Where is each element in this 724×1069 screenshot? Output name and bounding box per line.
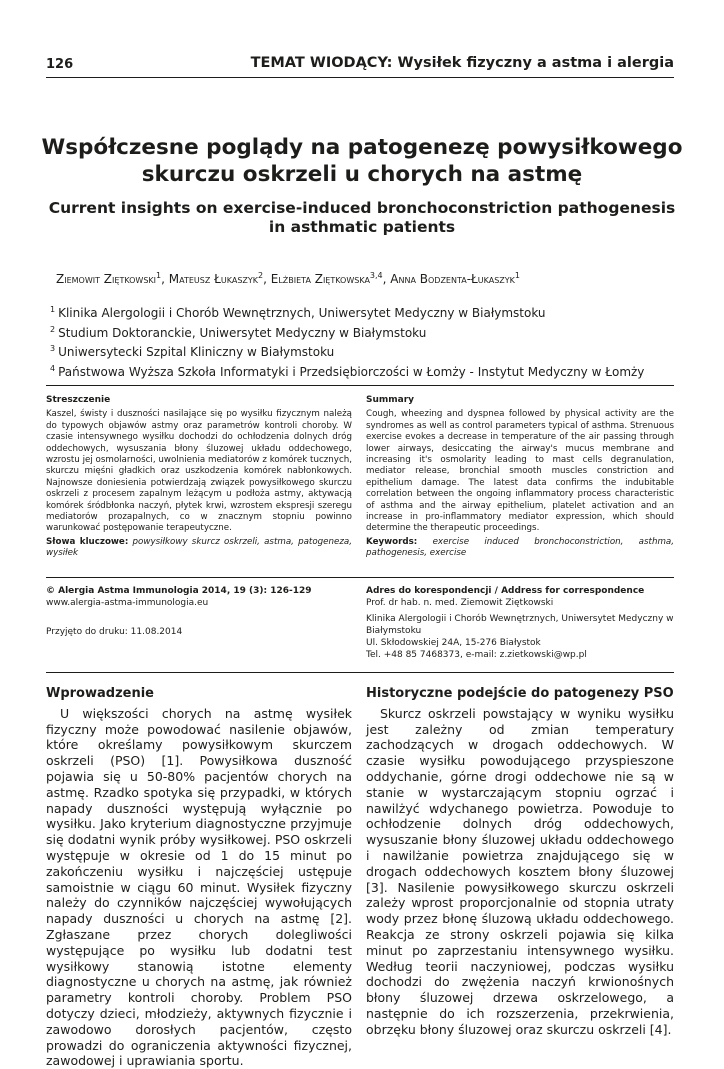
article-title-english xyxy=(40,199,684,237)
abstract-text: Kaszel, świsty i duszności nasilające się po wysiłku fizycznym należą do typowych objawów astmy oraz parametrów kontroli choroby. W czasie intensywnego wysiłku dochodzi do ochłodzenia dolnych dróg oddechowych, wysuszania błony śluzowej układu oddechowego, wzrostu jej osmolarności, uwolnienia mediatorów z komórek tucznych, skurczu mięśni gładkich oraz uszkodzenia komórek nabłonkowych. Najnowsze doniesienia potwierdzają związek powysiłkowego skurczu oskrzeli z procesem zapalnym leżącym u podłoża astmy, aktywacją komórek śródbłonka naczyń, płytek krwi, wzrostem ekspresji szeregu mediatorów prozapalnych, co w znacznym stopniu powinno warunkować postępowanie terapeutyczne. xyxy=(46,409,352,534)
abstract-bottom-rule xyxy=(46,577,674,578)
keywords xyxy=(366,537,674,560)
affiliation-text: Studium Doktoranckie, Uniwersytet Medyczny w Białymstoku xyxy=(58,325,427,340)
affiliation-text: Klinika Alergologii i Chorób Wewnętrznych, Uniwersytet Medyczny w Białymstoku xyxy=(58,306,546,320)
keywords-list: powysiłkowy skurcz oskrzeli, astma, patogeneza, wysiłek xyxy=(46,536,353,559)
journal-citation: © Alergia Astma Immunologia 2014, 19 (3): 126-129 xyxy=(46,586,312,596)
author-affiliation-ref: 3,4 xyxy=(369,271,383,280)
section-history xyxy=(366,686,674,1038)
title-pl-line: skurczu oskrzeli u chorych na astmę xyxy=(141,162,583,187)
correspondence-info xyxy=(366,585,674,661)
journal-info xyxy=(46,585,346,638)
abstract-polish xyxy=(46,395,352,560)
affiliation-text: Państwowa Wyższa Szkoła Informatyki i Przedsiębiorczości w Łomży - Instytut Medyczny w Łomży xyxy=(58,364,645,379)
author xyxy=(169,272,271,286)
affiliation xyxy=(50,302,680,322)
author xyxy=(56,272,169,286)
author-name: Elżbieta Ziętkowska xyxy=(270,272,370,286)
correspondence-contact: Tel. +48 85 7468373, e-mail: z.zietkowski@wp.pl xyxy=(366,650,587,660)
section-heading: Historyczne podejście do patogenezy PSO xyxy=(366,686,674,701)
affiliation xyxy=(50,322,680,342)
affiliation-number: 3 xyxy=(50,344,56,353)
author-name: Anna Bodzenta-Łukaszyk xyxy=(390,272,515,286)
abstract-text: Cough, wheezing and dyspnea followed by physical activity are the syndromes as well as control parameters typical of asthma. Strenuous exercise evokes a decrease in temperature of the air passing through lower airways, desiccating the airway's mucus membrane and increasing it's osmolarity leading to mast cells degranulation, mediator release, bronchial smooth muscles constriction and epithelium damage. The latest data confirms the indubitable correlation between the ongoing inflammatory process characteristic of asthma and the airway epithelium, platelet activation and an increase in pro-inflammatory mediator expression, which should determine the therapeutic proceedings. xyxy=(366,409,674,534)
affiliation-number: 2 xyxy=(50,324,56,334)
affiliation-number: 4 xyxy=(50,363,56,373)
section-title: TEMAT WIODĄCY: Wysiłek fizyczny a astma i alergia xyxy=(250,55,674,71)
author xyxy=(390,272,520,286)
author-separator: , xyxy=(161,272,169,286)
correspondence-heading: Adres do korespondencji / Address for correspondence xyxy=(366,586,645,596)
keywords-label: Keywords: xyxy=(366,536,418,547)
section-text: Skurcz oskrzeli powstający w wyniku wysiłku jest zależny od zmian temperatury zachodzących w drogach oddechowych. W czasie wysiłku powodującego przyspieszone oddychanie, górne drogi oddechowe nie są w stanie w wystarczającym stopniu ogrzać i nawilżyć wdychanego powietrza. Powoduje to ochłodzenie dolnych dróg oddechowych, wysuszanie błony śluzowej układu oddechowego i nawilżanie powietrza znajdującego się w drogach oddechowych kosztem błony śluzowej [3]. Nasilenie powysiłkowego skurczu oskrzeli zależy wprost proporcjonalnie od stopnia utraty wody przez błonę śluzową układu oddechowego. Reakcja ze strony oskrzeli pojawia się kilka minut po zaprzestaniu intensywnego wysiłku. Według teorii naczyniowej, podczas wysiłku dochodzi do zwężenia naczyń krwionośnych błony śluzowej drzewa oskrzelowego, a następnie do ich rozszerzenia, przekrwienia, obrzęku błony śluzowej oraz skurczu oskrzeli [4]. xyxy=(366,705,674,1037)
author-separator: , xyxy=(263,272,271,286)
title-en-line: Current insights on exercise-induced bronchoconstriction pathogenesis xyxy=(48,199,676,217)
author-name: Mateusz Łukaszyk xyxy=(168,272,259,286)
author-list xyxy=(56,271,676,286)
affiliation xyxy=(50,341,680,361)
author-name: Ziemowit Ziętkowski xyxy=(56,272,157,286)
accepted-date: Przyjęto do druku: 11.08.2014 xyxy=(46,627,183,637)
section-introduction xyxy=(46,686,352,1069)
abstract-heading: Streszczenie xyxy=(46,395,111,405)
author-affiliation-ref: 2 xyxy=(258,271,264,280)
affiliation-number: 1 xyxy=(50,305,56,314)
correspondence-institution: Klinika Alergologii i Chorób Wewnętrznych, Uniwersytet Medyczny w Białymstoku xyxy=(366,614,674,636)
affiliation-text: Uniwersytecki Szpital Kliniczny w Białymstoku xyxy=(58,345,335,359)
author xyxy=(271,272,391,286)
journal-url: www.alergia-astma-immunologia.eu xyxy=(46,598,209,608)
header-rule xyxy=(46,77,674,78)
body-top-rule xyxy=(46,672,674,673)
page-number: 126 xyxy=(46,57,74,72)
abstract-heading: Summary xyxy=(366,395,415,405)
keywords-label: Słowa kluczowe: xyxy=(46,536,129,547)
title-pl-line: Współczesne poglądy na patogenezę powysiłkowego xyxy=(41,135,683,160)
keywords xyxy=(46,537,352,560)
abstract-english xyxy=(366,395,674,560)
keywords-list: exercise induced bronchoconstriction, asthma, pathogenesis, exercise xyxy=(366,536,674,559)
author-affiliation-ref: 1 xyxy=(514,271,521,280)
author-affiliation-ref: 1 xyxy=(156,271,162,280)
section-text: U większości chorych na astmę wysiłek fizyczny może powodować nasilenie objawów, które określamy powysiłkowym skurczem oskrzeli (PSO) [1]. Powysiłkowa duszność pojawia się u 50-80% pacjentów chorych na astmę. Rzadko spotyka się przypadki, w których napady duszności występują wyłącznie po wysiłku. Jako kryterium diagnostyczne przyjmuje się dodatni wynik próby wysiłkowej. PSO oskrzeli występuje w okresie od 1 do 15 minut po zakończeniu wysiłku i najczęściej ustępuje samoistnie w ciągu 60 minut. Wysiłek fizyczny należy do czynników najczęściej wywołujących napady duszności u chorych na astmę [2]. Zgłaszane przez chorych dolegliwości występujące po wysiłku lub dodatni test wysiłkowy stanowią istotne elementy diagnostyczne u chorych na astmę, jak również parametry kontroli choroby. Problem PSO dotyczy dzieci, młodzieży, aktywnych fizycznie i zawodowo dorosłych pacjentów, często prowadzi do ograniczenia aktywności fizycznej, zawodowej i uprawiania sportu. xyxy=(46,705,352,1069)
article-title-polish xyxy=(40,134,684,188)
section-heading: Wprowadzenie xyxy=(46,686,154,701)
abstract-top-rule xyxy=(46,385,674,386)
correspondence-name: Prof. dr hab. n. med. Ziemowit Ziętkowski xyxy=(366,598,554,608)
correspondence-street: Ul. Skłodowskiej 24A, 15-276 Białystok xyxy=(366,638,541,648)
author-separator: , xyxy=(382,272,391,286)
affiliation xyxy=(50,361,680,381)
affiliation-list xyxy=(50,302,680,380)
running-header xyxy=(46,55,674,75)
title-en-line: in asthmatic patients xyxy=(268,218,456,236)
